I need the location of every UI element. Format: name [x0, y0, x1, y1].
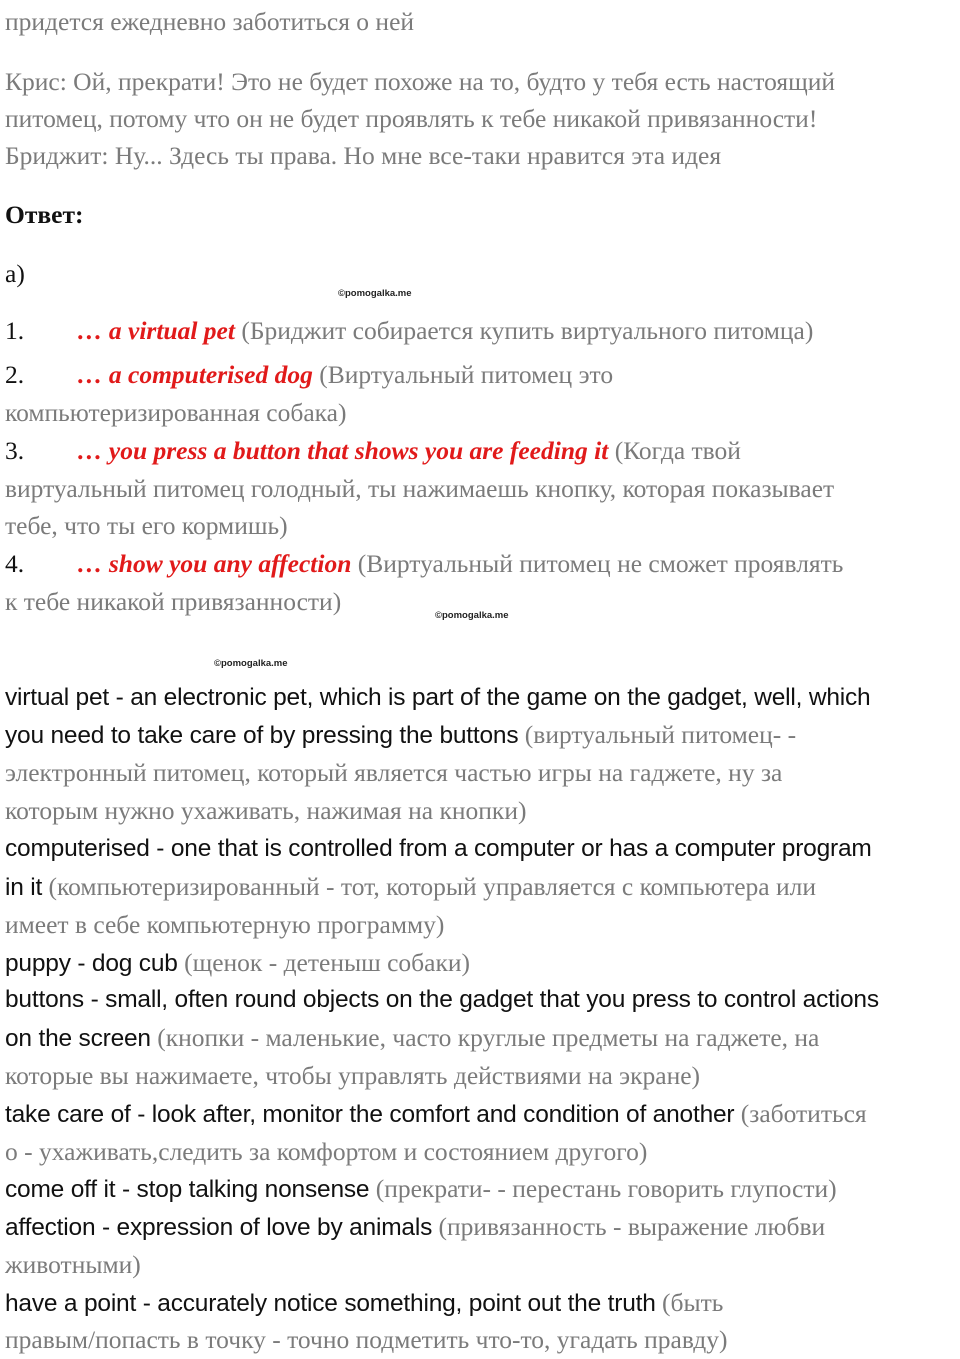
- glossary-entry-buttons-cont: [5, 1019, 819, 1058]
- watermark: ©pomogalka.me: [435, 610, 509, 621]
- answer-translation-continued: компьютеризированная собака): [5, 398, 347, 427]
- watermark: ©pomogalka.me: [338, 288, 412, 299]
- answer-item-1: [5, 312, 813, 350]
- glossary-translation: (заботиться: [734, 1099, 867, 1128]
- glossary-translation: (кнопки - маленькие, часто круглые предметы на гаджете, на: [150, 1023, 820, 1052]
- answer-number: 2.: [5, 360, 25, 389]
- answer-text: … a virtual pet: [77, 316, 235, 345]
- answer-translation: (Виртуальный питомец это: [312, 360, 614, 389]
- glossary-translation: (щенок - детеныш собаки): [177, 948, 470, 977]
- glossary-translation: (привязанность - выражение любви: [432, 1212, 826, 1241]
- answer-text: … a computerised dog: [77, 360, 313, 389]
- glossary-translation: имеет в себе компьютерную программу): [5, 910, 445, 939]
- answer-translation: (Когда твой: [608, 436, 741, 465]
- dialogue-chris-line-2: питомец, потому что он не будет проявлять к тебе никакой привязанности!: [5, 104, 818, 133]
- answer-translation-continued: виртуальный питомец голодный, ты нажимаешь кнопку, которая показывает: [5, 474, 835, 503]
- glossary-definition: come off it - stop talking nonsense: [5, 1176, 370, 1203]
- dialogue-bridget-line: Бриджит: Ну... Здесь ты права. Но мне все-таки нравится эта идея: [5, 141, 722, 170]
- glossary-translation: (прекрати- - перестань говорить глупости): [369, 1174, 837, 1203]
- intro-line-1: придется ежедневно заботиться о ней: [5, 7, 415, 36]
- answer-translation-continued: тебе, что ты его кормишь): [5, 511, 288, 540]
- answer-item-2: [5, 356, 613, 394]
- glossary-definition: puppy - dog cub: [5, 950, 178, 977]
- answer-heading: Ответ:: [5, 200, 84, 229]
- glossary-translation: которые вы нажимаете, чтобы управлять действиями на экране): [5, 1061, 701, 1090]
- answer-text: … you press a button that shows you are feeding it: [77, 436, 609, 465]
- answer-item-3: [5, 432, 741, 470]
- glossary-translation: о - ухаживать,следить за комфортом и состоянием другого): [5, 1137, 648, 1166]
- answer-number: 3.: [5, 436, 25, 465]
- answer-translation-continued: к тебе никакой привязанности): [5, 587, 342, 616]
- glossary-entry-puppy: [5, 944, 470, 983]
- answer-translation: (Бриджит собирается купить виртуального питомца): [234, 316, 814, 345]
- part-label: a): [5, 259, 25, 288]
- answer-text: … show you any affection: [77, 549, 352, 578]
- glossary-definition: you need to take care of by pressing the buttons: [5, 722, 519, 749]
- glossary-entry-buttons: buttons - small, often round objects on the gadget that you press to control actions: [5, 986, 879, 1013]
- glossary-translation: (быть: [655, 1288, 724, 1317]
- answer-number: 4.: [5, 549, 25, 578]
- glossary-definition: on the screen: [5, 1025, 151, 1052]
- glossary-entry-computerised-cont: [5, 868, 816, 907]
- glossary-translation: которым нужно ухаживать, нажимая на кнопки): [5, 796, 527, 825]
- answer-translation: (Виртуальный питомец не сможет проявлять: [351, 549, 844, 578]
- glossary-entry-virtual-pet-cont: [5, 716, 796, 755]
- watermark: ©pomogalka.me: [214, 658, 288, 669]
- answer-number: 1.: [5, 316, 25, 345]
- glossary-entry-take-care-of: [5, 1095, 867, 1134]
- glossary-entry-affection: [5, 1208, 825, 1247]
- glossary-definition: take care of - look after, monitor the comfort and condition of another: [5, 1101, 735, 1128]
- glossary-definition: have a point - accurately notice something, point out the truth: [5, 1290, 656, 1317]
- dialogue-chris-line-1: Крис: Ой, прекрати! Это не будет похоже на то, будто у тебя есть настоящий: [5, 67, 836, 96]
- glossary-entry-computerised: computerised - one that is controlled from a computer or has a computer program: [5, 835, 872, 862]
- glossary-translation: (виртуальный питомец- -: [518, 720, 797, 749]
- glossary-entry-come-off-it: [5, 1170, 837, 1209]
- glossary-translation: электронный питомец, который является частью игры на гаджете, ну за: [5, 758, 783, 787]
- answer-item-4: [5, 545, 843, 583]
- glossary-entry-have-a-point: [5, 1284, 723, 1323]
- glossary-translation: животными): [5, 1250, 141, 1279]
- glossary-translation: правым/попасть в точку - точно подметить что-то, угадать правду): [5, 1325, 728, 1354]
- glossary-entry-virtual-pet: virtual pet - an electronic pet, which is part of the game on the gadget, well, which: [5, 684, 871, 711]
- glossary-definition: in it: [5, 874, 43, 901]
- glossary-translation: (компьютеризированный - тот, который управляется с компьютера или: [42, 872, 816, 901]
- glossary-definition: affection - expression of love by animals: [5, 1214, 433, 1241]
